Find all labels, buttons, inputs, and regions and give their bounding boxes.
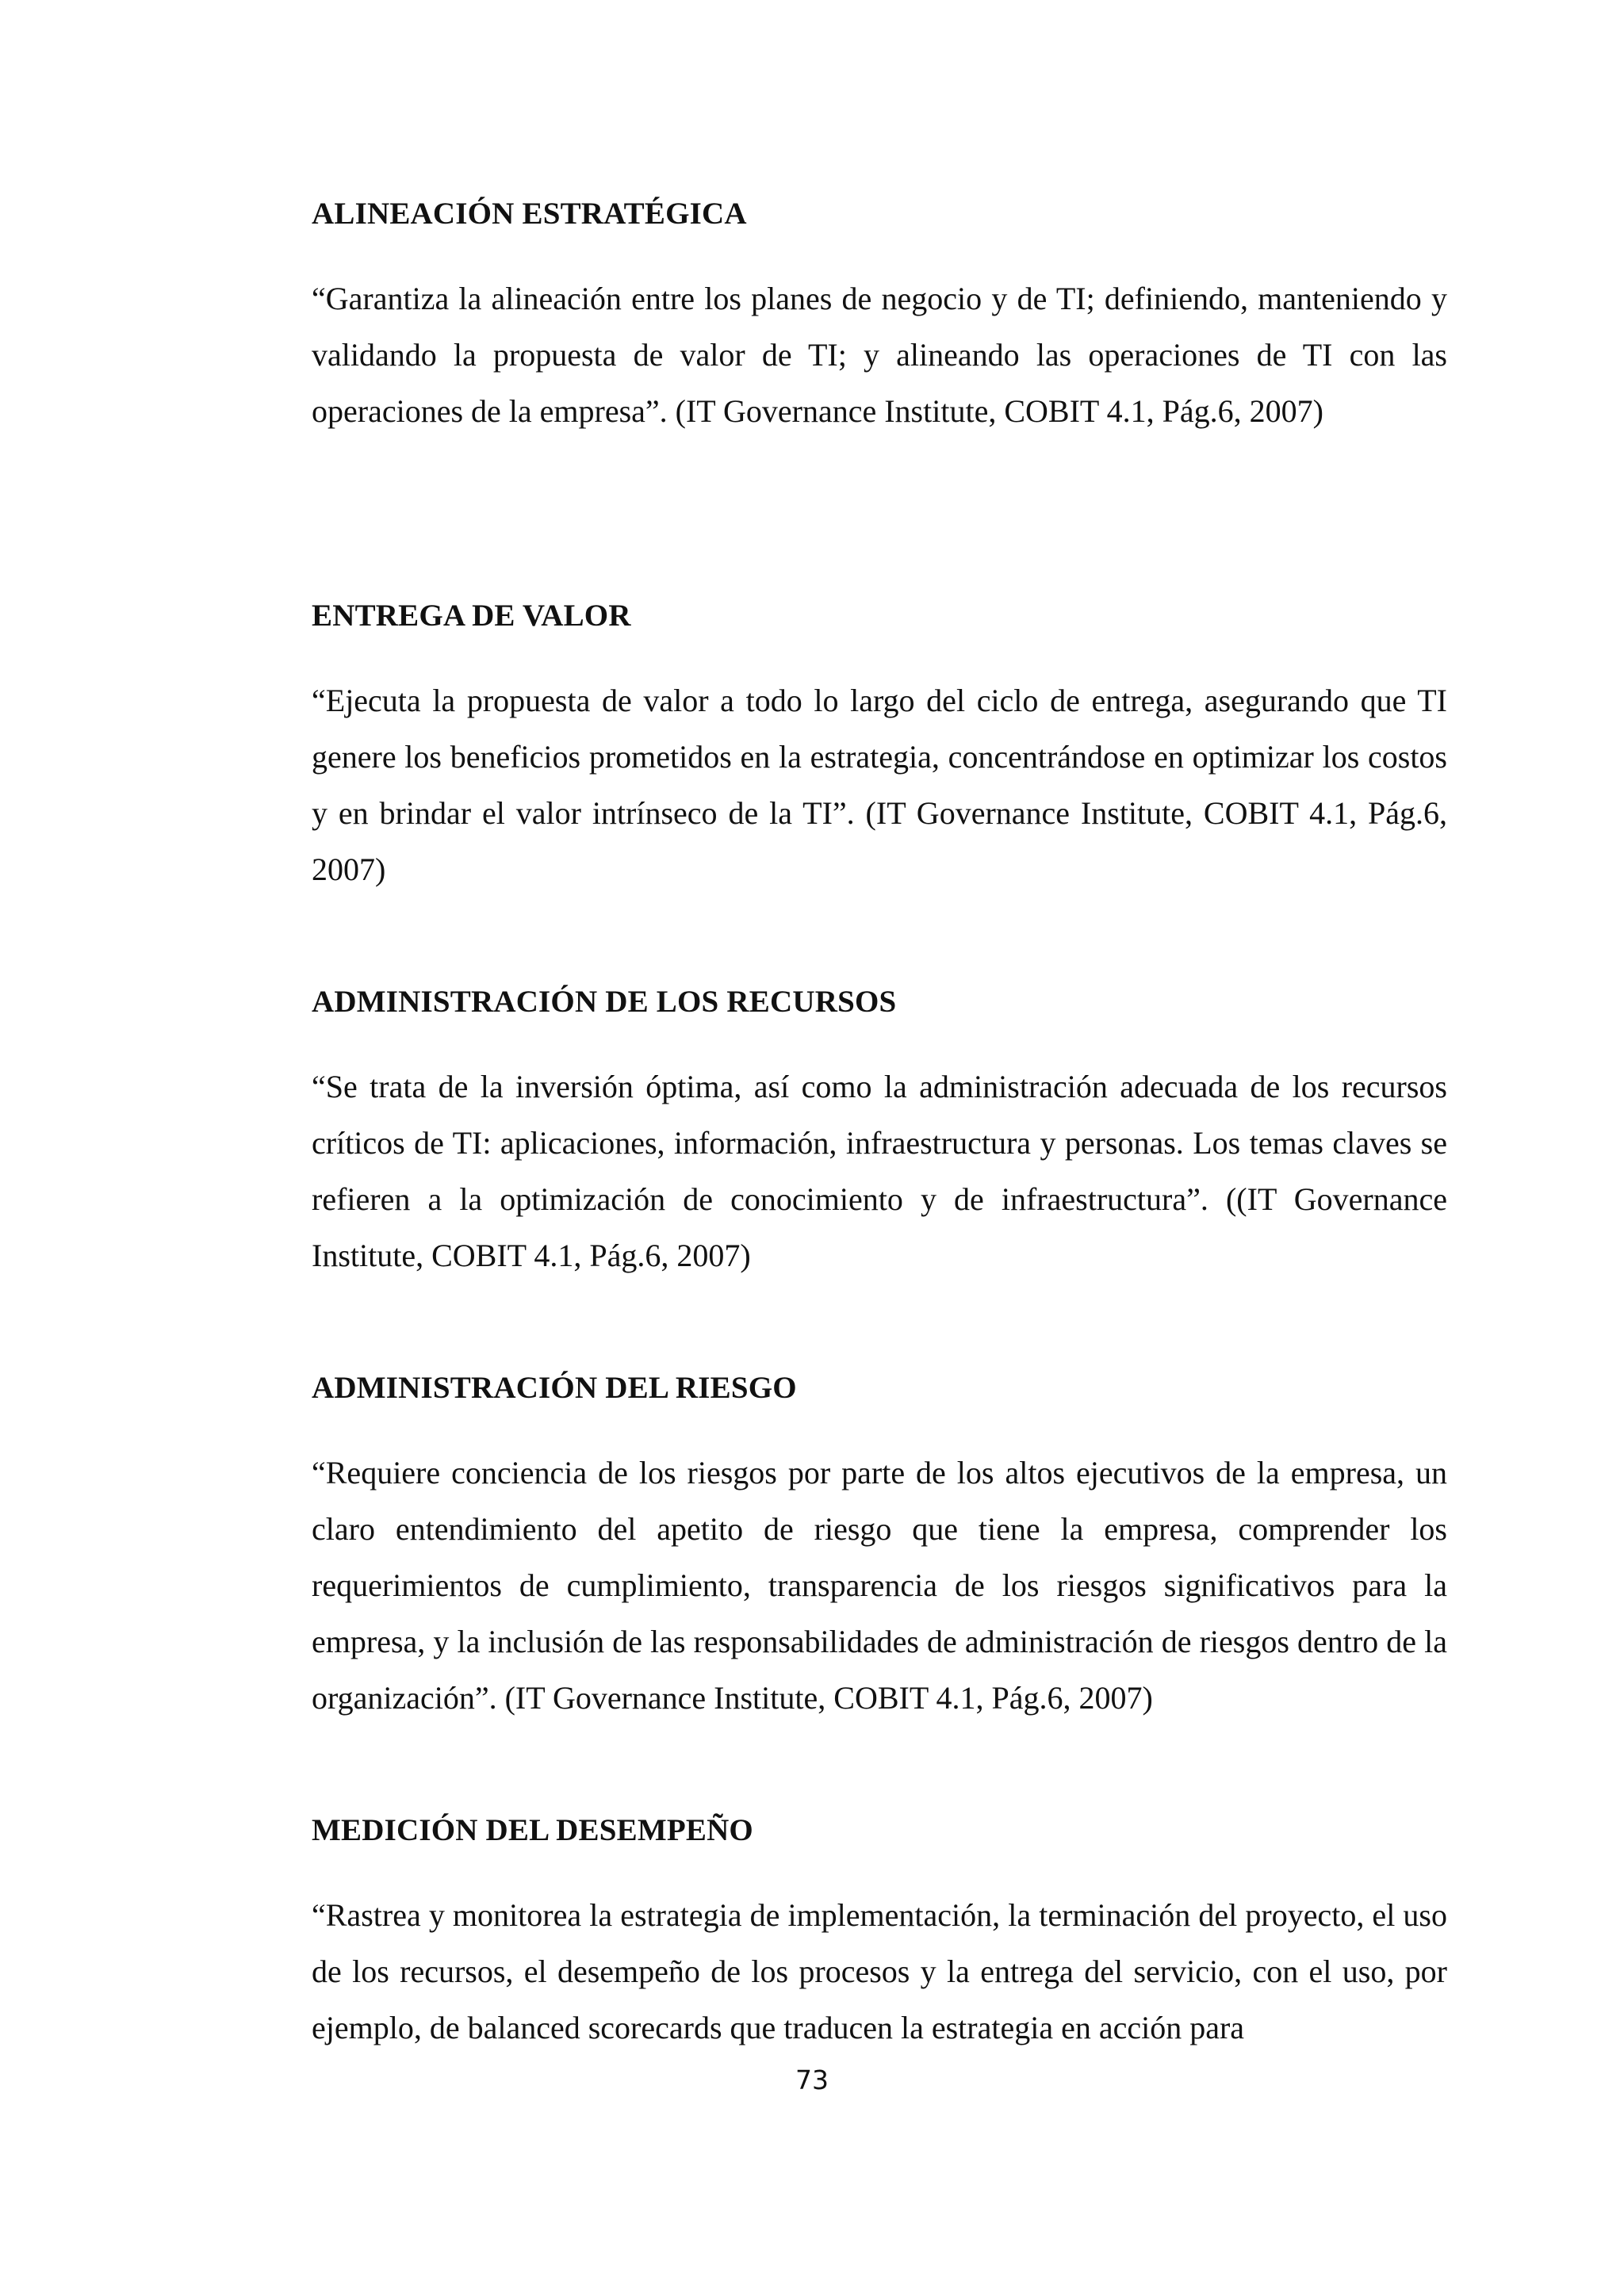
section-heading: ENTREGA DE VALOR — [312, 599, 631, 633]
section-heading: ALINEACIÓN ESTRATÉGICA — [312, 197, 747, 231]
section-entrega-de-valor — [312, 597, 1447, 897]
page-number: 73 — [795, 2064, 829, 2095]
section-body: “Ejecuta la propuesta de valor a todo lo largo del ciclo de entrega, asegurando que TI genere los beneficios prometidos en la estrategia, concentrándose en optimizar los costos y en brindar el valor intrínseco de la TI”. (IT Governance Institute, COBIT 4.1, Pág.6, 2007) — [312, 683, 1447, 887]
section-medicion-desempeno — [312, 1812, 1447, 2056]
section-heading: ADMINISTRACIÓN DEL RIESGO — [312, 1371, 797, 1405]
section-administracion-recursos — [312, 983, 1447, 1284]
section-administracion-riesgo — [312, 1369, 1447, 1726]
section-heading: MEDICIÓN DEL DESEMPEÑO — [312, 1813, 753, 1847]
section-alineacion-estrategica — [312, 195, 1447, 439]
section-heading: ADMINISTRACIÓN DE LOS RECURSOS — [312, 985, 897, 1019]
section-body: “Garantiza la alineación entre los planes de negocio y de TI; definiendo, manteniendo y validando la propuesta de valor de TI; y alineando las operaciones de TI con las operaciones de la empresa”. (IT Governance Institute, COBIT 4.1, Pág.6, 2007) — [312, 281, 1447, 429]
section-body: “Requiere conciencia de los riesgos por parte de los altos ejecutivos de la empresa, un claro entendimiento del apetito de riesgo que tiene la empresa, comprender los requerimientos de cumplimiento, transparencia de los riesgos significativos para la empresa, y la inclusión de las responsabilidades de administración de riesgos dentro de la organización”. (IT Governance Institute, COBIT 4.1, Pág.6, 2007) — [312, 1455, 1447, 1716]
section-body: “Rastrea y monitorea la estrategia de implementación, la terminación del proyecto, el uso de los recursos, el desempeño de los procesos y la entrega del servicio, con el uso, por ejemplo, de balanced scorecards que traducen la estrategia en acción para — [312, 1897, 1447, 2045]
section-body: “Se trata de la inversión óptima, así como la administración adecuada de los recursos críticos de TI: aplicaciones, información, infraestructura y personas. Los temas claves se refieren a la optimización de conocimiento y de infraestructura”. ((IT Governance Institute, COBIT 4.1, Pág.6, 2007) — [312, 1069, 1447, 1273]
